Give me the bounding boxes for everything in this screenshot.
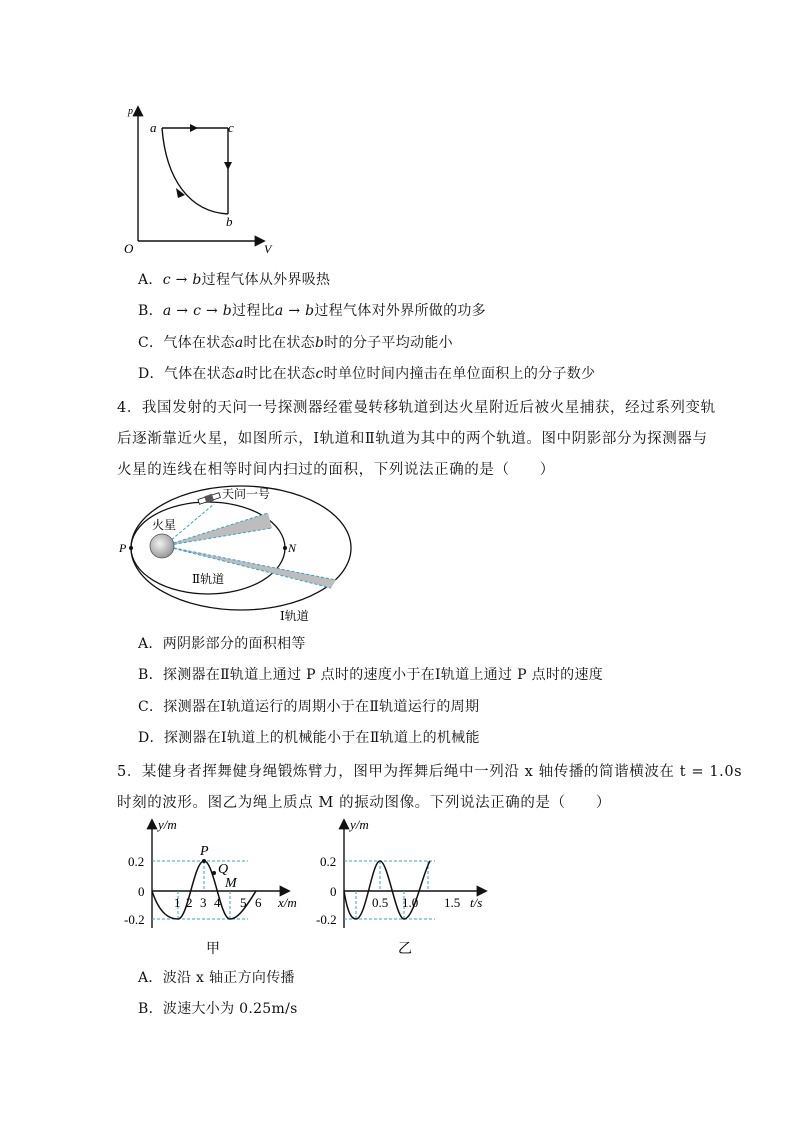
origin-label: O bbox=[124, 241, 134, 256]
option-math: a bbox=[235, 366, 244, 382]
q4-option-b: B．探测器在Ⅱ轨道上通过 P 点时的速度小于在Ⅰ轨道上通过 P 点时的速度 bbox=[138, 667, 604, 683]
option-text: 时的分子平均动能小 bbox=[324, 335, 453, 351]
y-axis-label: y/m bbox=[350, 817, 369, 832]
ytick-neg0.2: -0.2 bbox=[124, 912, 145, 927]
option-text: 过程气体从外界吸热 bbox=[201, 272, 331, 288]
option-math: c bbox=[315, 366, 324, 382]
point-p-dot bbox=[129, 546, 133, 550]
wave-curve bbox=[152, 861, 256, 919]
q3-option-d bbox=[138, 363, 595, 383]
xtick-4: 4 bbox=[214, 895, 221, 910]
option-text: 气体在状态 bbox=[163, 366, 236, 382]
xtick-2: 2 bbox=[186, 895, 193, 910]
x-axis-label: x/m bbox=[278, 895, 297, 910]
q4-option-c: C．探测器在Ⅰ轨道运行的周期小于在Ⅱ轨道运行的周期 bbox=[138, 699, 480, 715]
arrow-c-b-icon bbox=[224, 162, 232, 170]
xtick-5: 5 bbox=[240, 895, 247, 910]
path-a-b bbox=[162, 128, 228, 214]
xtick-6: 6 bbox=[255, 895, 262, 910]
ytick-neg0.2: -0.2 bbox=[316, 912, 337, 927]
caption-jia: 甲 bbox=[206, 942, 220, 957]
q5-stem-line-1: 5．某健身者挥舞健身绳锻炼臂力，图甲为挥舞后绳中一列沿 x 轴传播的简谐横波在 t = 1.0s bbox=[117, 764, 743, 780]
xtick-1.5: 1.5 bbox=[444, 895, 461, 910]
option-text: 过程气体对外界所做的功多 bbox=[314, 303, 486, 319]
ytick-0: 0 bbox=[330, 884, 337, 899]
point-n-dot bbox=[283, 546, 287, 550]
ytick-0.2: 0.2 bbox=[320, 854, 337, 869]
option-key: A． bbox=[138, 272, 163, 288]
option-key: D． bbox=[138, 366, 164, 382]
point-p-label: P bbox=[200, 844, 209, 859]
point-n-label: N bbox=[288, 541, 297, 555]
xtick-0.5: 0.5 bbox=[372, 895, 389, 910]
option-math: a bbox=[234, 335, 244, 351]
vibration-graph-yi bbox=[310, 815, 510, 960]
point-b-label: b bbox=[226, 214, 233, 229]
q3-option-a bbox=[138, 269, 330, 289]
option-key: B． bbox=[138, 303, 163, 319]
wave-graph-jia bbox=[118, 815, 318, 960]
vibration-curve bbox=[344, 861, 430, 919]
q5-stem-line-2: 时刻的波形。图乙为绳上质点 M 的振动图像。下列说法正确的是（ ） bbox=[117, 795, 611, 811]
option-text: 过程比 bbox=[232, 303, 275, 319]
q4-option-d: D．探测器在Ⅰ轨道上的机械能小于在Ⅱ轨道上的机械能 bbox=[138, 730, 480, 746]
option-math: b bbox=[314, 335, 325, 351]
q4-stem-line-3: 火星的连线在相等时间内扫过的面积，下列说法正确的是（ ） bbox=[117, 462, 555, 478]
pv-diagram bbox=[118, 100, 288, 260]
point-c-label: c bbox=[228, 120, 234, 135]
option-math: a → c → b bbox=[162, 303, 233, 319]
point-m-label: M bbox=[225, 876, 237, 891]
q5-option-a: A．波沿 x 轴正方向传播 bbox=[138, 970, 295, 986]
point-a-label: a bbox=[150, 120, 157, 135]
caption-yi: 乙 bbox=[398, 942, 412, 957]
mars-label: 火星 bbox=[152, 518, 177, 532]
p-axis-label: p bbox=[128, 106, 133, 117]
point-q-label: Q bbox=[218, 862, 229, 877]
point-p-label: P bbox=[119, 541, 127, 555]
q4-stem-line-1: 4．我国发射的天问一号探测器经霍曼转移轨道到达火星附近后被火星捕获，经过系列变轨 bbox=[117, 400, 716, 416]
orbit-2-label: Ⅱ轨道 bbox=[192, 572, 225, 586]
option-key: C． bbox=[138, 335, 164, 351]
option-math: c → b bbox=[162, 272, 202, 288]
xtick-3: 3 bbox=[200, 895, 207, 910]
xtick-1: 1 bbox=[174, 895, 181, 910]
mars-planet bbox=[150, 534, 174, 558]
orbit-figure bbox=[112, 484, 362, 626]
orbit-1-label: Ⅰ轨道 bbox=[280, 609, 309, 623]
point-q-dot bbox=[212, 871, 216, 875]
probe-label: 天问一号 bbox=[222, 487, 271, 501]
option-math: a → b bbox=[274, 303, 315, 319]
option-text: 时比在状态 bbox=[243, 335, 315, 351]
point-p-dot bbox=[202, 859, 206, 863]
q4-option-a: A．两阴影部分的面积相等 bbox=[138, 636, 306, 652]
option-text: 时比在状态 bbox=[243, 366, 316, 382]
q3-option-b bbox=[138, 300, 486, 320]
q3-option-c bbox=[138, 332, 453, 352]
ytick-0.2: 0.2 bbox=[128, 854, 145, 869]
y-axis-label: y/m bbox=[158, 817, 177, 832]
arrow-a-b-icon bbox=[176, 188, 185, 198]
q5-option-b: B．波速大小为 0.25m/s bbox=[138, 1001, 298, 1017]
option-text: 时单位时间内撞击在单位面积上的分子数少 bbox=[323, 366, 596, 382]
q4-stem-line-2: 后逐渐靠近火星，如图所示，Ⅰ轨道和Ⅱ轨道为其中的两个轨道。图中阴影部分为探测器与 bbox=[117, 431, 708, 447]
xtick-1.0: 1.0 bbox=[402, 895, 419, 910]
v-axis-label: V bbox=[264, 242, 272, 256]
x-axis-label: t/s bbox=[470, 895, 483, 910]
ytick-0: 0 bbox=[138, 884, 145, 899]
arrow-a-c-icon bbox=[190, 124, 198, 132]
option-text: 气体在状态 bbox=[163, 335, 235, 351]
